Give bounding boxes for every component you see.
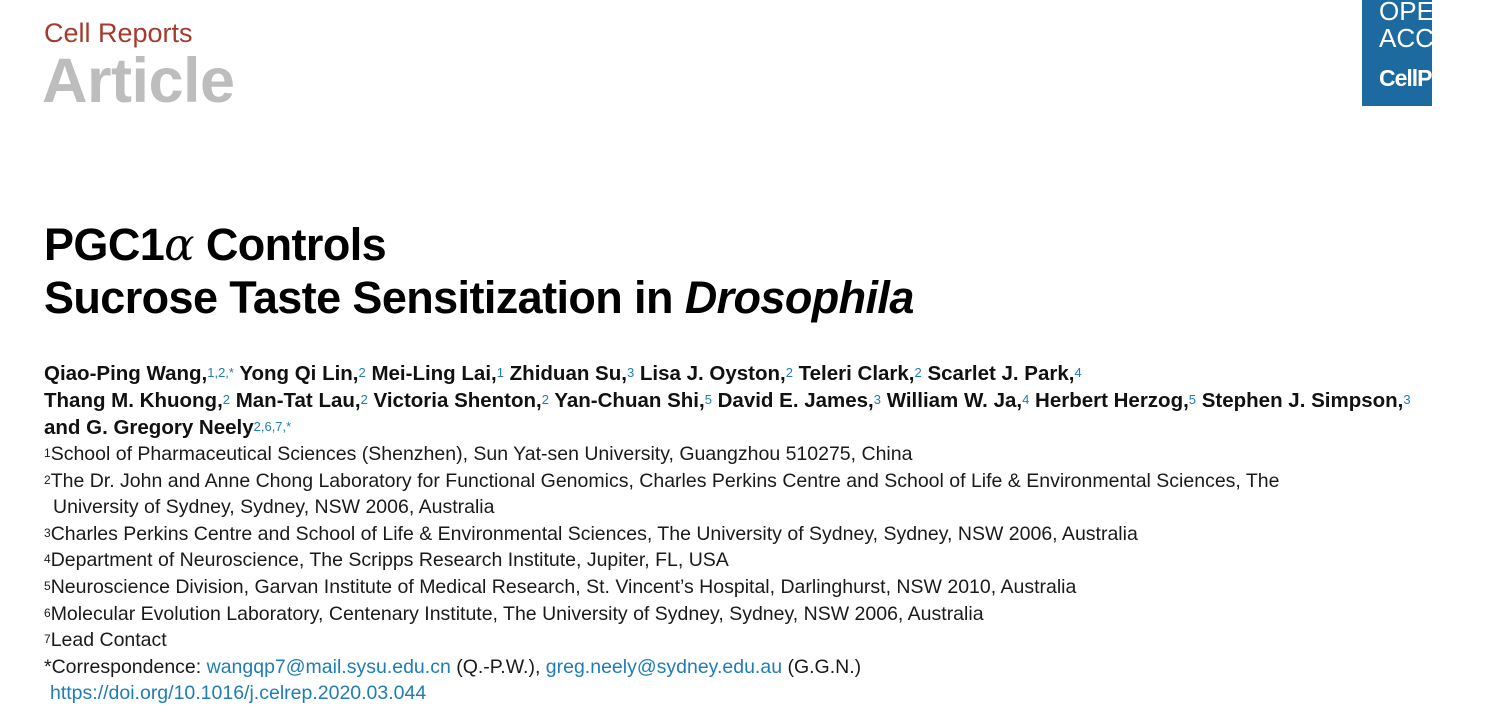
affiliation-number: 7	[44, 632, 51, 647]
author-affiliation-marker[interactable]: 2	[785, 365, 793, 380]
author: Lisa J. Oyston,$^2$	[639, 362, 793, 385]
author: Qiao-Ping Wang,$^{1,2,*}$	[44, 362, 234, 385]
affiliation-number: 5	[44, 578, 51, 593]
author: David E. James,$^3$	[717, 389, 881, 412]
author-affiliation-marker[interactable]: 3	[1403, 392, 1411, 407]
author: Yan-Chuan Shi,$^5$	[554, 389, 712, 412]
title-species: Drosophila	[684, 272, 914, 323]
author-list	[44, 360, 1424, 441]
affiliation-text: Molecular Evolution Laboratory, Centenary Institute, The University of Sydney, Sydney, NSW 2006, Australia	[50, 602, 984, 625]
article-type-label: Article	[42, 46, 235, 116]
author-affiliation-marker[interactable]: 4	[1074, 365, 1082, 380]
author-affiliation-marker[interactable]: 2,6,7,*	[253, 419, 292, 434]
author: Victoria Shenton,$^2$	[373, 389, 549, 412]
affiliation-number: 1	[44, 446, 51, 460]
author: Thang M. Khuong,$^2$	[44, 389, 230, 412]
author: Mei-Ling Lai,$^1$	[371, 362, 504, 385]
affiliation-number: 6	[44, 605, 51, 620]
author-affiliation-marker[interactable]: 2	[541, 392, 549, 407]
affiliation-number: 2	[44, 472, 51, 487]
author: Man-Tat Lau,$^2$	[235, 389, 368, 412]
author: William W. Ja,$^4$	[886, 389, 1030, 412]
author: Yong Qi Lin,$^2$	[239, 362, 366, 385]
affiliation-item	[44, 574, 1424, 601]
journal-name: Cell Reports	[44, 18, 193, 48]
affiliation-text: Charles Perkins Centre and School of Life & Environmental Sciences, The University of Sydney, Sydney, NSW 2006, Australia	[50, 522, 1138, 545]
author-affiliation-marker[interactable]: 5	[704, 392, 712, 407]
author-affiliation-marker[interactable]: 2	[914, 365, 922, 380]
cellpress-logo: CellPress	[1379, 65, 1475, 91]
correspondence-line: *Correspondence: wangqp7@mail.sysu.edu.cn (Q.-P.W.), greg.neely@sydney.edu.au (G.G.N.)	[44, 655, 862, 678]
affiliation-item	[44, 627, 1424, 654]
badge-line-access: ACCESS	[1379, 23, 1486, 53]
author-affiliation-marker[interactable]: 2	[222, 392, 230, 407]
author: Scarlet J. Park,$^4$	[927, 362, 1082, 385]
title-line-2: Sucrose Taste Sensitization in Drosophila	[44, 272, 914, 323]
affiliation-item	[44, 601, 1424, 628]
author-affiliation-marker[interactable]: 3	[626, 365, 635, 380]
affiliation-number: 4	[44, 552, 51, 567]
affiliation-item	[44, 521, 1424, 548]
affiliation-text: Neuroscience Division, Garvan Institute of Medical Research, St. Vincent’s Hospital, Darlinghurst, NSW 2010, Australia	[50, 575, 1077, 598]
affiliation-text-continued: University of Sydney, Sydney, NSW 2006, Australia	[53, 496, 495, 519]
author: Herbert Herzog,$^5$	[1035, 389, 1197, 412]
affiliation-item	[44, 468, 1424, 495]
doi-link[interactable]: https://doi.org/10.1016/j.celrep.2020.03.044	[50, 682, 427, 705]
author-affiliation-marker[interactable]: 4	[1022, 392, 1030, 407]
author-affiliation-marker[interactable]: 2	[358, 365, 366, 380]
affiliation-item	[44, 441, 1424, 468]
affiliation-number: 3	[44, 525, 51, 540]
email-link-neely[interactable]: greg.neely@sydney.edu.au	[545, 655, 783, 678]
affiliation-text: Department of Neuroscience, The Scripps Research Institute, Jupiter, FL, USA	[50, 549, 729, 572]
author-affiliation-marker[interactable]: 1,2,*	[207, 365, 234, 380]
alpha-symbol: α	[164, 218, 194, 271]
author-affiliation-marker[interactable]: 1	[496, 365, 504, 380]
affiliation-text: The Dr. John and Anne Chong Laboratory for Functional Genomics, Charles Perkins Centre and School of Life & Environmental Sciences, The	[50, 469, 1280, 492]
doi-line	[44, 680, 1424, 707]
author-affiliation-marker[interactable]: 5	[1188, 392, 1197, 407]
affiliations	[44, 441, 1424, 707]
author: and G. Gregory Neely$^{2,6,7,*}$	[44, 416, 292, 439]
author: Teleri Clark,$^2$	[798, 362, 922, 385]
badge-line-open: OPEN	[1379, 0, 1453, 26]
affiliation-item	[44, 547, 1424, 574]
affiliation-text: Lead Contact	[50, 629, 167, 652]
author: Zhiduan Su,$^3$	[509, 362, 635, 385]
title-line-1: PGC1α Controls	[44, 218, 387, 271]
paper-title	[44, 218, 914, 324]
email-link-wang[interactable]: wangqp7@mail.sysu.edu.cn	[206, 655, 451, 678]
author-affiliation-marker[interactable]: 2	[360, 392, 368, 407]
open-access-badge[interactable]	[1362, 0, 1486, 106]
author: Stephen J. Simpson,$^3$	[1201, 389, 1411, 412]
affiliation-text: School of Pharmaceutical Sciences (Shenzhen), Sun Yat-sen University, Guangzhou 510275, China	[50, 443, 913, 465]
author-affiliation-marker[interactable]: 3	[873, 392, 881, 407]
